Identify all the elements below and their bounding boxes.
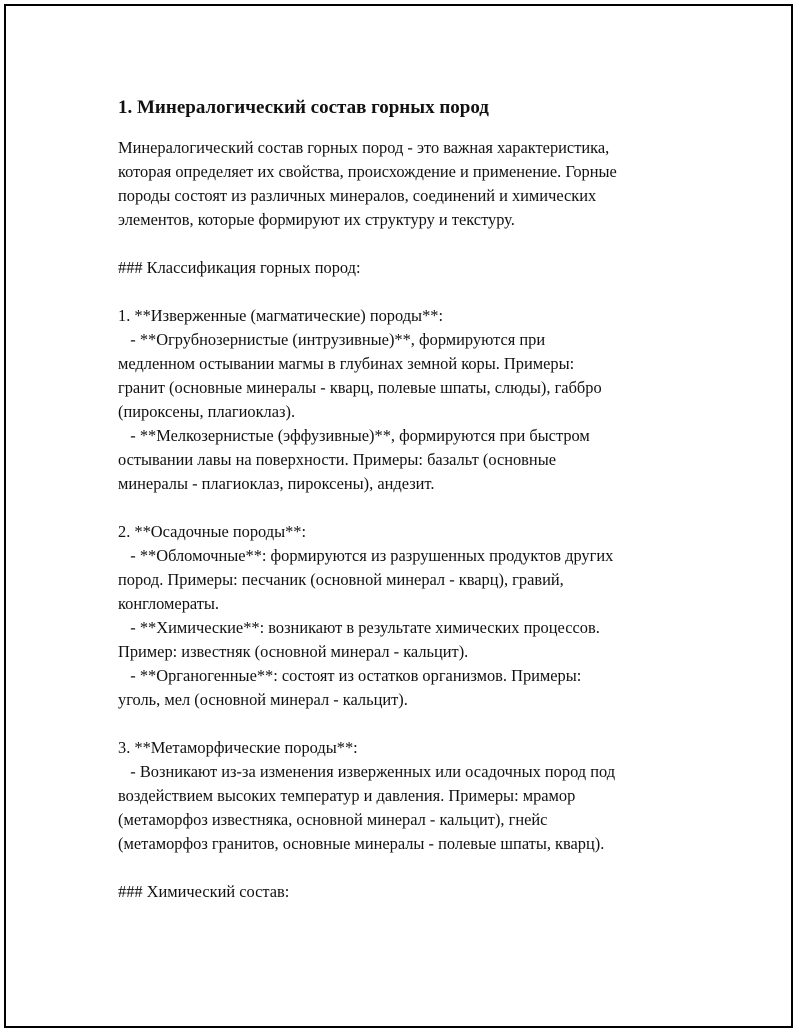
section-line: (метаморфоз гранитов, основные минералы - полевые шпаты, кварц). [118, 834, 605, 853]
section-line: (метаморфоз известняка, основной минерал - кальцит), гнейс [118, 810, 548, 829]
intro-line: которая определяет их свойства, происхождение и применение. Горные [118, 162, 617, 181]
section-line: 3. **Метаморфические породы**: [118, 738, 358, 757]
blank-line [118, 280, 698, 304]
blank-line [118, 232, 698, 256]
document-body [118, 136, 698, 904]
section-line: - **Огрубнозернистые (интрузивные)**, формируются при [118, 330, 546, 349]
section-line: - **Обломочные**: формируются из разрушенных продуктов других [118, 546, 614, 565]
section-line: 1. **Изверженные (магматические) породы**: [118, 306, 444, 325]
section-line: - Возникают из-за изменения изверженных или осадочных пород под [118, 762, 616, 781]
section-sedimentary [118, 520, 698, 712]
intro-line: породы состоят из различных минералов, соединений и химических [118, 186, 597, 205]
section-line: пород. Примеры: песчаник (основной минерал - кварц), гравий, [118, 570, 564, 589]
section-line: - **Химические**: возникают в результате химических процессов. [118, 618, 600, 637]
intro-line: элементов, которые формируют их структуру и текстуру. [118, 210, 515, 229]
section-line: уголь, мел (основной минерал - кальцит). [118, 690, 408, 709]
blank-line [118, 496, 698, 520]
document-content [118, 96, 698, 904]
classification-heading: ### Классификация горных пород: [118, 258, 361, 277]
blank-line [118, 712, 698, 736]
intro-paragraph [118, 136, 698, 232]
section-line: минералы - плагиоклаз, пироксены), андезит. [118, 474, 435, 493]
section-line: гранит (основные минералы - кварц, полевые шпаты, слюды), габбро [118, 378, 602, 397]
section-line: - **Органогенные**: состоят из остатков организмов. Примеры: [118, 666, 582, 685]
section-line: остывании лавы на поверхности. Примеры: базальт (основные [118, 450, 556, 469]
intro-line: Минералогический состав горных пород - это важная характеристика, [118, 138, 610, 157]
section-line: Пример: известняк (основной минерал - кальцит). [118, 642, 469, 661]
section-line: - **Мелкозернистые (эффузивные)**, формируются при быстром [118, 426, 590, 445]
blank-line [118, 856, 698, 880]
section-metamorphic [118, 736, 698, 856]
section-line: (пироксены, плагиоклаз). [118, 402, 296, 421]
chemical-heading: ### Химический состав: [118, 882, 290, 901]
section-line: воздействием высоких температур и давления. Примеры: мрамор [118, 786, 576, 805]
section-igneous [118, 304, 698, 496]
document-heading: 1. Минералогический состав горных пород [118, 97, 489, 118]
section-line: конгломераты. [118, 594, 220, 613]
section-line: 2. **Осадочные породы**: [118, 522, 307, 541]
section-line: медленном остывании магмы в глубинах земной коры. Примеры: [118, 354, 575, 373]
